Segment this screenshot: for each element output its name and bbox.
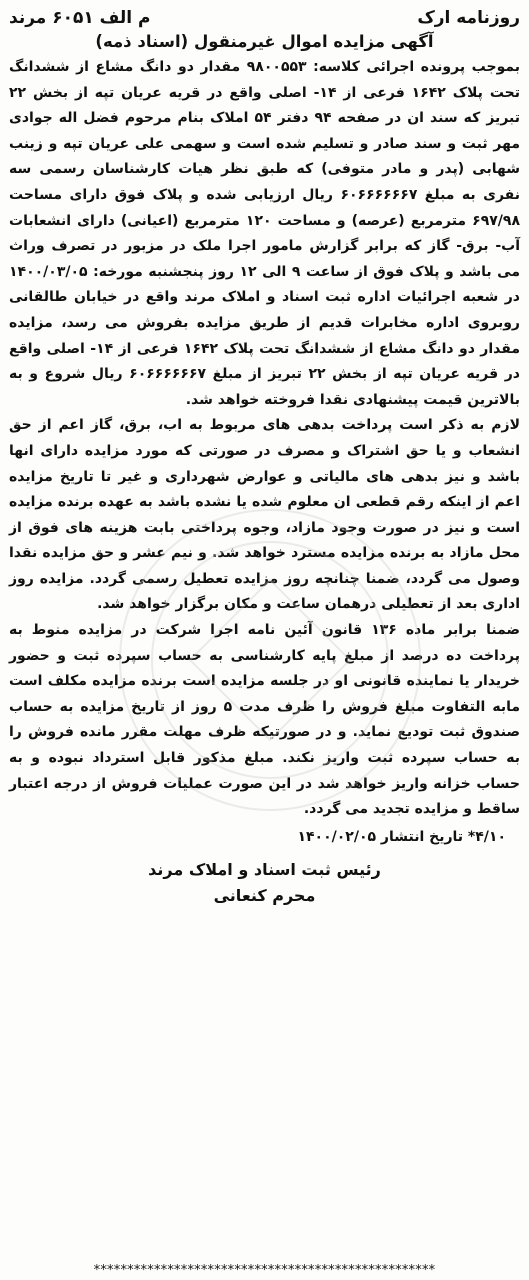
paragraph-payment-terms: ضمنا برابر ماده ۱۳۶ قانون آئین نامه اجرا شرکت در مزایده منوط به پرداخت ده درصد از مبلغ پایه کارشناسی به حساب سپرده ثبت و حضور خریدار یا نماینده قانونی او در جلسه مزایده است برنده مزایده مکلف است مابه التفاوت مبلغ فروش را ظرف مدت ۵ روز از تاریخ مزایده به حساب صندوق ثبت تودیع نماید. و در صورتیکه ظرف مهلت مقرر مانده فروش را به حساب سپرده ثبت واریز نکند. مبلغ مذکور قابل استرداد نبوده و به حساب خزانه واریز خواهد شد در این صورت عملیات فروش از درجه اعتبار ساقط و مزایده تجدید می گردد.: [9, 622, 521, 818]
ad-title: آگهی مزایده اموال غیرمنقول (اسناد ذمه): [95, 32, 434, 51]
signature-name: محرم کنعانی: [213, 885, 316, 905]
footer-star-border: ***************************************************: [93, 1263, 436, 1278]
paragraph-auction-details: بموجب پرونده اجرائی کلاسه: ۹۸۰۰۵۵۳ مقدار دو دانگ مشاع از ششدانگ تحت پلاک ۱۶۴۲ فرعی از ۱۴- اصلی واقع در قریه عریان تپه از بخش ۲۲ تبریز که سند ان در صفحه ۹۴ دفتر ۵۴ املاک بنام مرحوم فضل اله جوادی مهر ثبت و سند صادر و تسلیم شده است و سهمی علی عریان تپه و زینب شهابی (پدر و مادر متوفی) که طبق نظر هیات کارشناسان رسمی سه نفری به مبلغ ۶۰۶۶۶۶۶۶۷ ریال ارزیابی شده و پلاک فوق دارای مساحت ۶۹۷/۹۸ مترمربع (عرصه) و مساحت ۱۲۰ مترمربع (اعیانی) دارای انشعابات آب- برق- گاز که برابر گزارش مامور اجرا ملک در مزبور در تصرف وراث می باشد و پلاک فوق از ساعت ۹ الی ۱۲ روز پنجشنبه مورخه: ۱۴۰۰/۰۳/۰۵ در شعبه اجرائیات اداره ثبت اسناد و املاک مرند واقع در خیابان طالقانی روبروی اداره مخابرات قدیم از طریق مزایده بفروش می رسد، مزایده مقدار دو دانگ مشاع از ششدانگ تحت پلاک ۱۶۴۲ فرعی از ۱۴- اصلی واقع در قریه عریان تپه از بخش ۲۲ تبریز از مبلغ ۶۰۶۶۶۶۶۶۷ ریال شروع و به بالاترین قیمت پیشنهادی نقدا فروخته خواهد شد.: [9, 59, 521, 408]
paragraph-debts-notice: لازم به ذکر است پرداخت بدهی های مربوط به اب، برق، گاز اعم از حق انشعاب و یا حق اشتراک و مصرف در صورتی که مورد مزایده دارای انها باشد و نیز بدهی های مالیاتی و عوارض شهرداری و غیر تا تاریخ مزایده اعم از اینکه رقم قطعی ان معلوم شده یا نشده باشد به عهده برنده مزایده است و نیز در صورت وجود مازاد، وجوه پرداختی بابت هزینه های فوق از محل مازاد به برنده مزایده مسترد خواهد شد. و نیم عشر و حق مزایده نقدا وصول می گردد، ضمنا چنانچه روز مزایده تعطیل رسمی گردد. مزایده روز اداری بعد از تعطیلی درهمان ساعت و مکان برگزار خواهد شد.: [9, 417, 520, 613]
ad-code: م الف ۶۰۵۱ مرند: [9, 8, 151, 28]
ad-header: [9, 6, 520, 30]
publish-date-line: ۴/۱۰* تاریخ انتشار ۱۴۰۰/۰۲/۰۵: [297, 828, 506, 845]
signature-title: رئیس ثبت اسناد و املاک مرند: [148, 859, 381, 879]
newspaper-name: روزنامه ارک: [417, 8, 520, 28]
